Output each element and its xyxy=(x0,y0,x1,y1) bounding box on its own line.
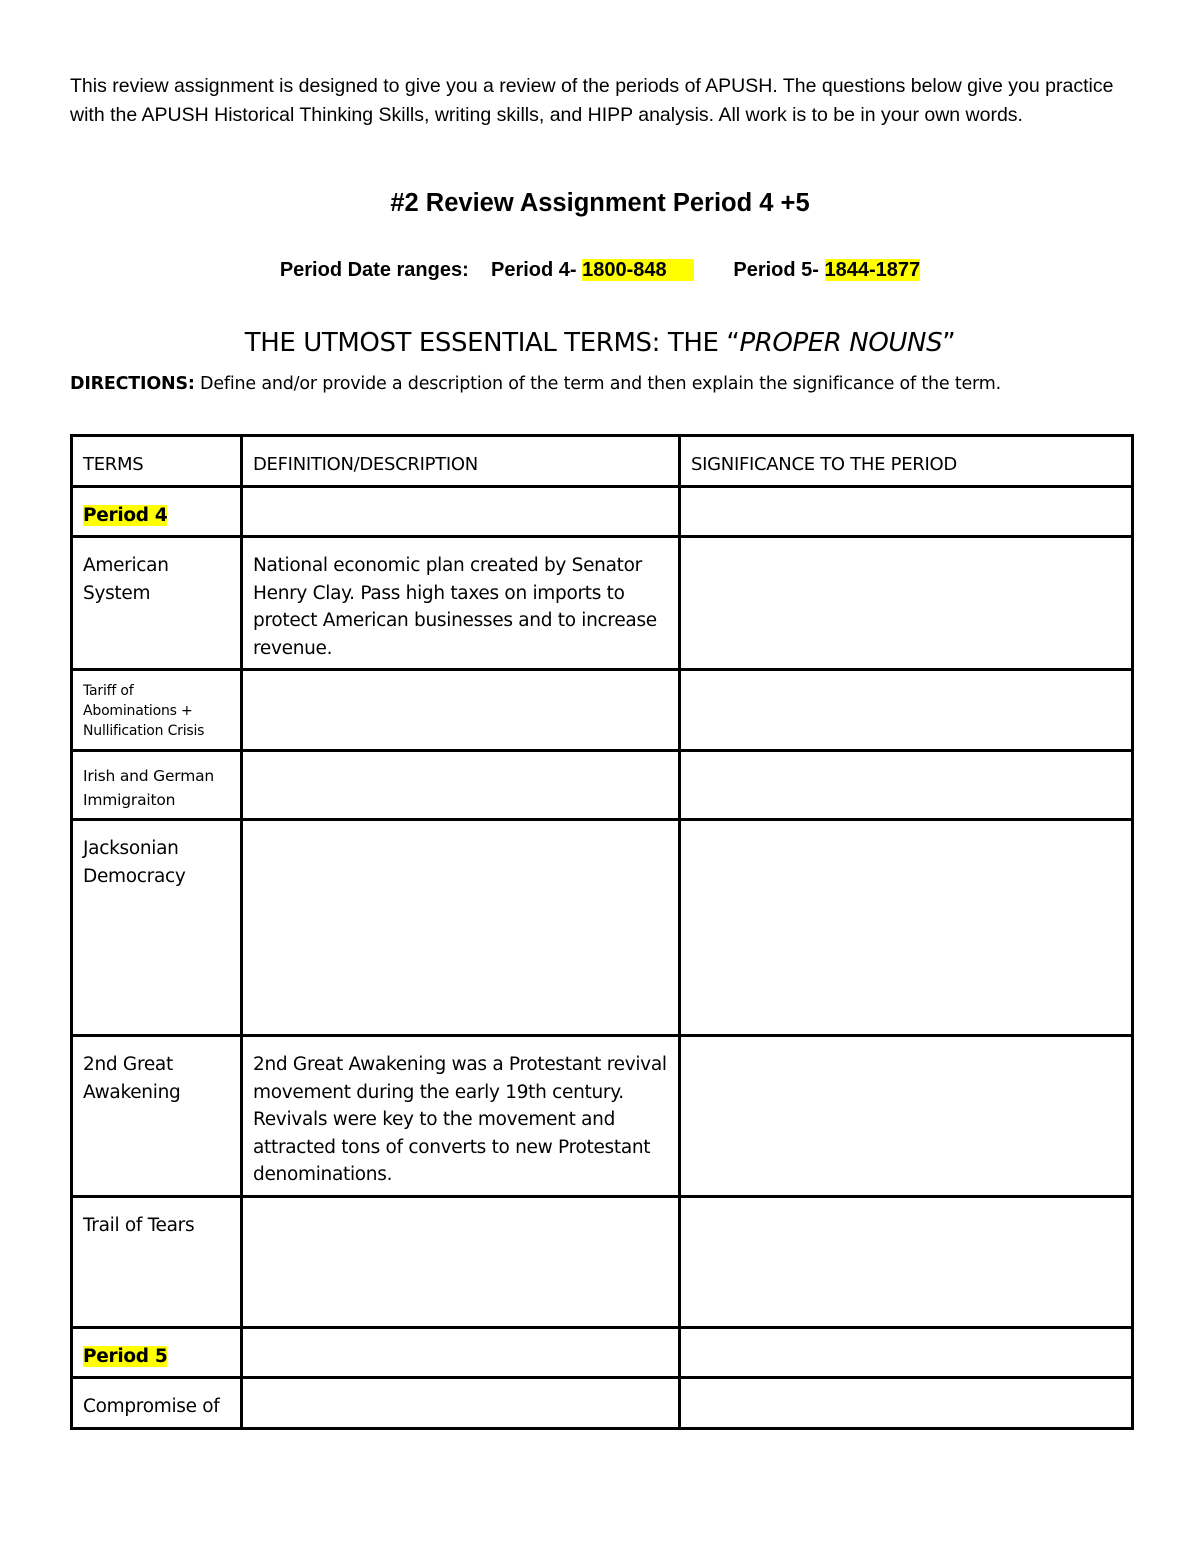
definition-cell[interactable] xyxy=(242,1196,680,1327)
significance-cell[interactable] xyxy=(680,486,1133,537)
terms-heading-emphasis: PROPER NOUNS xyxy=(739,328,943,358)
header-terms: TERMS xyxy=(72,436,242,487)
terms-table xyxy=(70,434,1134,1430)
period5-section-label: Period 5 xyxy=(83,1345,168,1367)
directions-label: DIRECTIONS: xyxy=(70,374,195,394)
term-cell: Compromise of xyxy=(72,1378,242,1429)
significance-cell[interactable] xyxy=(680,1327,1133,1378)
table-row xyxy=(72,670,1133,751)
period5-label: Period 5- xyxy=(733,259,825,281)
period4-range: 1800-848 xyxy=(582,259,694,281)
table-row xyxy=(72,820,1133,1036)
table-row xyxy=(72,537,1133,670)
definition-cell[interactable] xyxy=(242,751,680,820)
table-row xyxy=(72,751,1133,820)
significance-cell[interactable] xyxy=(680,751,1133,820)
definition-cell[interactable]: National economic plan created by Senator Henry Clay. Pass high taxes on imports to protect American businesses and to increase revenue. xyxy=(242,537,680,670)
term-cell: Irish and German Immigraiton xyxy=(72,751,242,820)
definition-cell[interactable] xyxy=(242,670,680,751)
term-cell: Tariff of Abominations + Nullification Crisis xyxy=(72,670,242,751)
header-definition: DEFINITION/DESCRIPTION xyxy=(242,436,680,487)
significance-cell[interactable] xyxy=(680,1196,1133,1327)
term-cell: Trail of Tears xyxy=(72,1196,242,1327)
term-cell: 2nd Great Awakening xyxy=(72,1036,242,1197)
definition-cell[interactable] xyxy=(242,1327,680,1378)
date-ranges-label: Period Date ranges: xyxy=(279,259,469,281)
significance-cell[interactable] xyxy=(680,537,1133,670)
period4-section-label: Period 4 xyxy=(83,504,168,526)
definition-cell[interactable] xyxy=(242,820,680,1036)
table-header-row xyxy=(72,436,1133,487)
table-row xyxy=(72,1378,1133,1429)
term-cell: American System xyxy=(72,537,242,670)
significance-cell[interactable] xyxy=(680,1378,1133,1429)
table-row-period4 xyxy=(72,486,1133,537)
directions-text: Define and/or provide a description of the term and then explain the significance of the term. xyxy=(194,374,1001,394)
definition-cell[interactable] xyxy=(242,1378,680,1429)
period5-cell xyxy=(72,1327,242,1378)
table-row xyxy=(72,1036,1133,1197)
directions xyxy=(70,374,1170,394)
period4-label: Period 4- xyxy=(491,259,583,281)
significance-cell[interactable] xyxy=(680,1036,1133,1197)
intro-paragraph: This review assignment is designed to give you a review of the periods of APUSH. The questions below give you practice with the APUSH Historical Thinking Skills, writing skills, and HIPP analysis. All work is to be in your own words. xyxy=(70,75,1114,126)
table-row xyxy=(72,1196,1133,1327)
terms-heading: THE UTMOST ESSENTIAL TERMS: THE “PROPER NOUNS” xyxy=(244,328,956,358)
period-date-ranges xyxy=(0,259,1200,282)
header-significance: SIGNIFICANCE TO THE PERIOD xyxy=(680,436,1133,487)
table-row-period5 xyxy=(72,1327,1133,1378)
term-cell: Jacksonian Democracy xyxy=(72,820,242,1036)
period4-cell xyxy=(72,486,242,537)
significance-cell[interactable] xyxy=(680,670,1133,751)
definition-cell[interactable] xyxy=(242,486,680,537)
definition-cell[interactable]: 2nd Great Awakening was a Protestant revival movement during the early 19th century. Revivals were key to the movement and attracted tons of converts to new Protestant denominations. xyxy=(242,1036,680,1197)
assignment-title: #2 Review Assignment Period 4 +5 xyxy=(390,189,810,217)
period5-range: 1844-1877 xyxy=(824,259,921,281)
significance-cell[interactable] xyxy=(680,820,1133,1036)
